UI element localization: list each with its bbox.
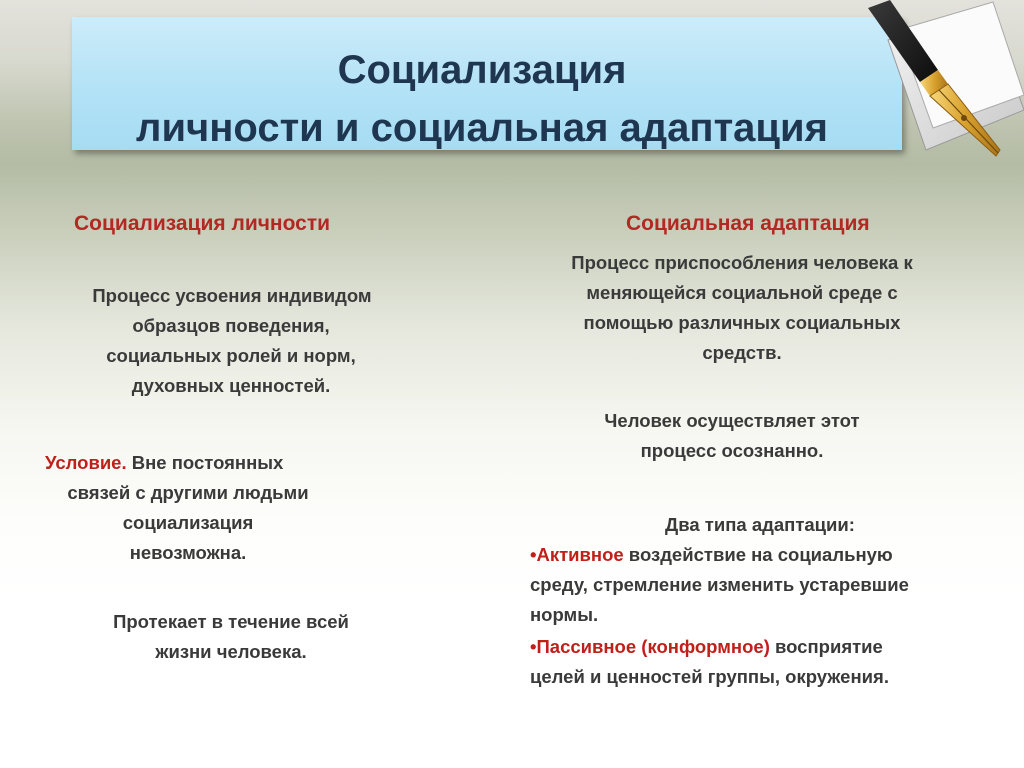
condition-first-line bbox=[45, 448, 283, 478]
active-type-line: среду, стремление изменить устаревшие bbox=[530, 574, 909, 595]
active-type-item bbox=[530, 540, 893, 570]
fountain-pen-icon bbox=[868, 0, 1024, 165]
right-definition-line: средств. bbox=[702, 342, 782, 363]
condition-text: Вне постоянных bbox=[126, 452, 284, 473]
slide-title-line-2: личности и социальная адаптация bbox=[136, 106, 828, 150]
duration-line: Протекает в течение всей bbox=[113, 611, 349, 632]
passive-type-item bbox=[530, 632, 883, 662]
adaptation-types-heading: Два типа адаптации: bbox=[665, 514, 855, 535]
active-type-text: воздействие на социальную bbox=[623, 544, 893, 565]
slide-title-line-1: Социализация bbox=[337, 48, 627, 92]
passive-type-label: •Пассивное (конформное) bbox=[530, 636, 770, 657]
passive-type-text: восприятие bbox=[769, 636, 883, 657]
passive-type-line: целей и ценностей группы, окружения. bbox=[530, 666, 889, 687]
left-definition-line: образцов поведения, bbox=[132, 315, 330, 336]
condition-line: невозможна. bbox=[129, 542, 247, 563]
right-definition-line: меняющейся социальной среде с bbox=[586, 282, 898, 303]
conscious-line: Человек осуществляет этот bbox=[604, 410, 860, 431]
slide-title-box bbox=[72, 17, 902, 150]
right-definition-line: Процесс приспособления человека к bbox=[571, 252, 913, 273]
left-heading: Социализация личности bbox=[74, 212, 331, 235]
condition-line: социализация bbox=[122, 512, 254, 533]
duration-line: жизни человека. bbox=[155, 641, 307, 662]
condition-label: Условие. bbox=[45, 452, 127, 473]
left-definition-line: социальных ролей и норм, bbox=[106, 345, 356, 366]
active-type-label: •Активное bbox=[530, 544, 624, 565]
active-type-line: нормы. bbox=[530, 604, 599, 625]
left-definition-line: духовных ценностей. bbox=[131, 375, 331, 396]
right-definition-line: помощью различных социальных bbox=[583, 312, 901, 333]
condition-line: связей с другими людьми bbox=[67, 482, 309, 503]
right-heading: Социальная адаптация bbox=[626, 212, 870, 235]
conscious-line: процесс осознанно. bbox=[640, 440, 824, 461]
left-definition-line: Процесс усвоения индивидом bbox=[92, 285, 372, 306]
